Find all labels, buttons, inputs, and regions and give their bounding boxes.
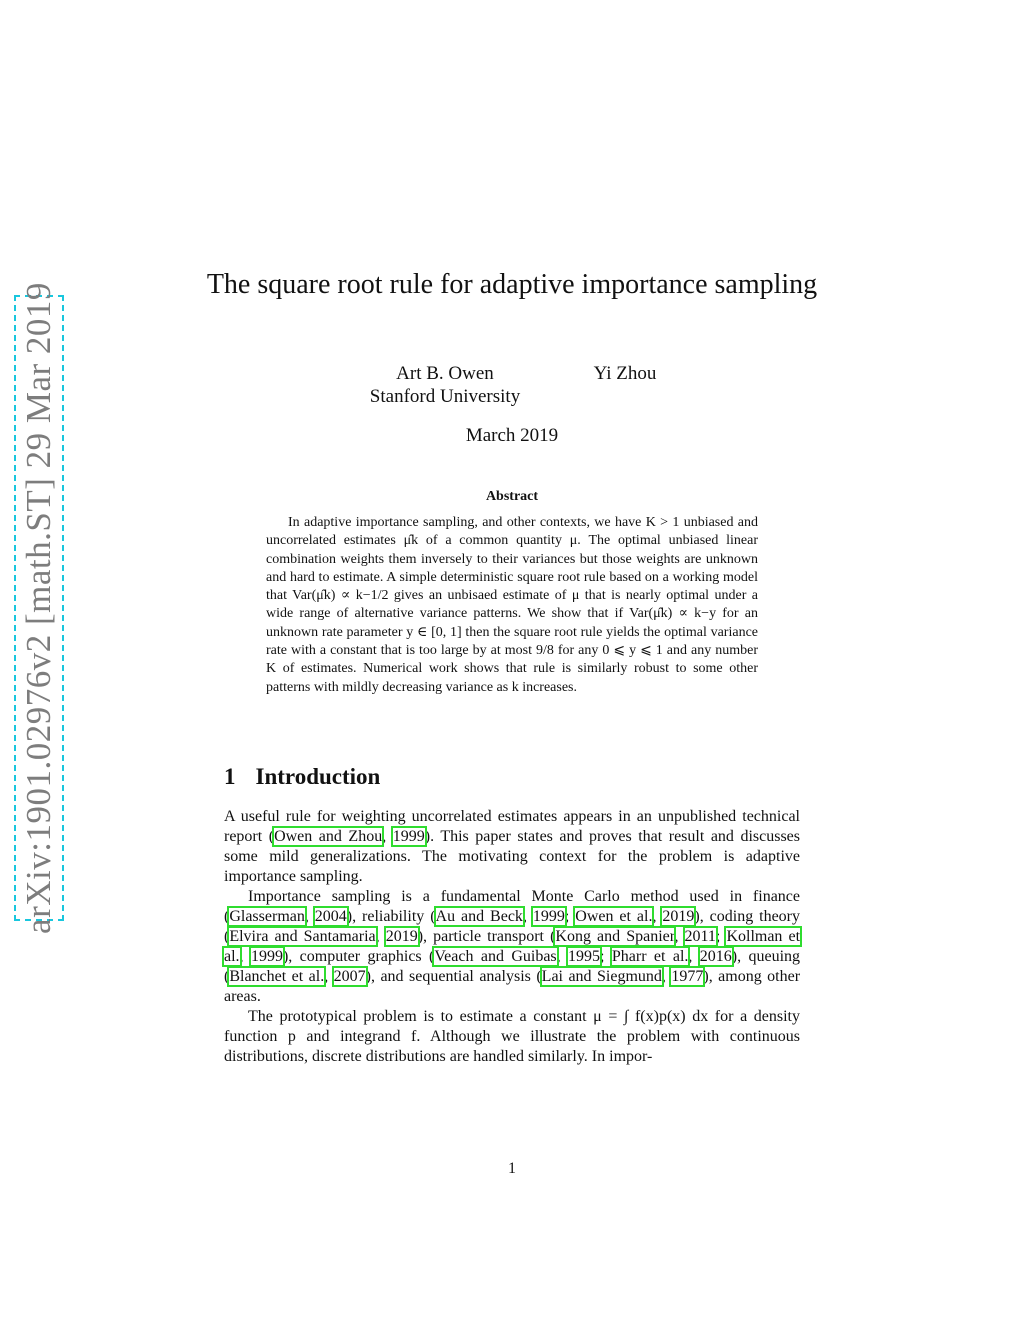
text-run: ; [600,948,612,965]
arxiv-identifier-stamp[interactable] [14,282,64,934]
text-run: ). This paper states and proves that result and discusses some mild generalizations. The motivating context for the problem is adaptive importance sampling. [224,828,801,885]
author-name: Yi Zhou [593,363,657,384]
text-run: , [556,948,569,965]
arxiv-identifier: arXiv:1901.02976v2 [math.ST] 29 Mar 2019 [19,282,58,934]
citation-link[interactable]: 2011 [684,928,716,945]
text-run: ), computer graphics ( [282,948,435,965]
citation-link[interactable]: 1999 [392,828,425,845]
author-block-zhou [565,362,685,385]
citation-link[interactable]: 1999 [532,908,565,925]
text-run: , [382,828,393,845]
citation-link[interactable]: Glasserman [229,908,305,925]
text-run: A useful rule for weighting uncorrelated estimates appears in an unpublished technical report ( [224,808,800,845]
citation-link[interactable]: 2007 [333,968,366,985]
text-run: , [652,908,663,925]
text-run: , [674,928,685,945]
paragraph-3: The prototypical problem is to estimate a constant μ = ∫ f(x)p(x) dx for a density function p and integrand f. Although we illustrate the problem with continuous distributions, discrete distributions are handled similarly. In impor- [224,1008,800,1065]
section-number: 1 [224,764,236,789]
text-run: , [239,948,251,965]
citation-link[interactable]: Kollman et al. [224,928,801,965]
text-run: ; [564,908,576,925]
citation-link[interactable]: 1995 [568,948,601,965]
text-run: , [324,968,334,985]
page-number: 1 [508,1160,516,1177]
paragraph-1 [224,807,800,887]
citation-link[interactable]: Veach and Guibas [434,948,557,965]
section-title: Introduction [255,764,381,789]
text-run: ), coding theory ( [224,908,801,945]
text-run: ), and sequential analysis ( [365,968,542,985]
text-run: , [522,908,533,925]
text-run: , [375,928,386,945]
text-run: ), among other areas. [224,968,801,1005]
text-run: ; [715,928,727,945]
text-run: ), particle transport ( [417,928,556,945]
paper-title: The square root rule for adaptive importance sampling [206,269,818,300]
citation-link[interactable]: 2016 [699,948,732,965]
citation-link[interactable]: 1999 [250,948,283,965]
text-run: ), queuing ( [224,948,801,985]
citation-link[interactable]: 2004 [314,908,347,925]
text-run: , [661,968,672,985]
author-affiliation: Stanford University [369,386,521,407]
citation-link[interactable]: Lai and Siegmund [541,968,662,985]
citation-link[interactable]: Owen et al. [575,908,653,925]
citation-link[interactable]: Au and Beck [435,908,523,925]
citation-link[interactable]: Pharr et al. [611,948,689,965]
text-run: , [304,908,315,925]
citation-link[interactable]: Kong and Spanier [555,928,675,945]
citation-link[interactable]: 2019 [662,908,695,925]
citation-link[interactable]: 1977 [671,968,704,985]
paper-date: March 2019 [465,425,559,446]
text-run: Importance sampling is a fundamental Monte Carlo method used in finance ( [224,888,800,925]
citation-link[interactable]: 2019 [385,928,418,945]
author-name: Art B. Owen [396,363,494,384]
section-heading [224,764,380,790]
text-run: , [688,948,700,965]
citation-link[interactable]: Blanchet et al. [229,968,325,985]
citation-link[interactable]: Owen and Zhou [274,828,383,845]
author-block-owen [350,362,540,408]
abstract-text: In adaptive importance sampling, and other contexts, we have K > 1 unbiased and uncorrelated estimates μ̂k of a common quantity μ. The optimal unbiased linear combination weights them inversely to their variances but those weights are unknown and hard to estimate. A simple deterministic square root rule based on a working model that Var(μ̂k) ∝ k−1/2 gives an unbisaed estimate of μ that is nearly optimal under a wide range of alternative variance patterns. We show that if Var(μ̂k) ∝ k−y for an unknown rate parameter y ∈ [0, 1] then the square root rule yields the optimal variance rate with a constant that is too large by at most 9/8 for any 0 ⩽ y ⩽ 1 and any number K of estimates. Numerical work shows that rule is similarly robust to some other patterns with mildly decreasing variance as k increases. [266,515,758,695]
citation-link[interactable]: Elvira and Santamaria [229,928,376,945]
text-run: ), reliability ( [346,908,436,925]
paragraph-2 [224,887,800,1007]
abstract-heading: Abstract [485,489,539,504]
